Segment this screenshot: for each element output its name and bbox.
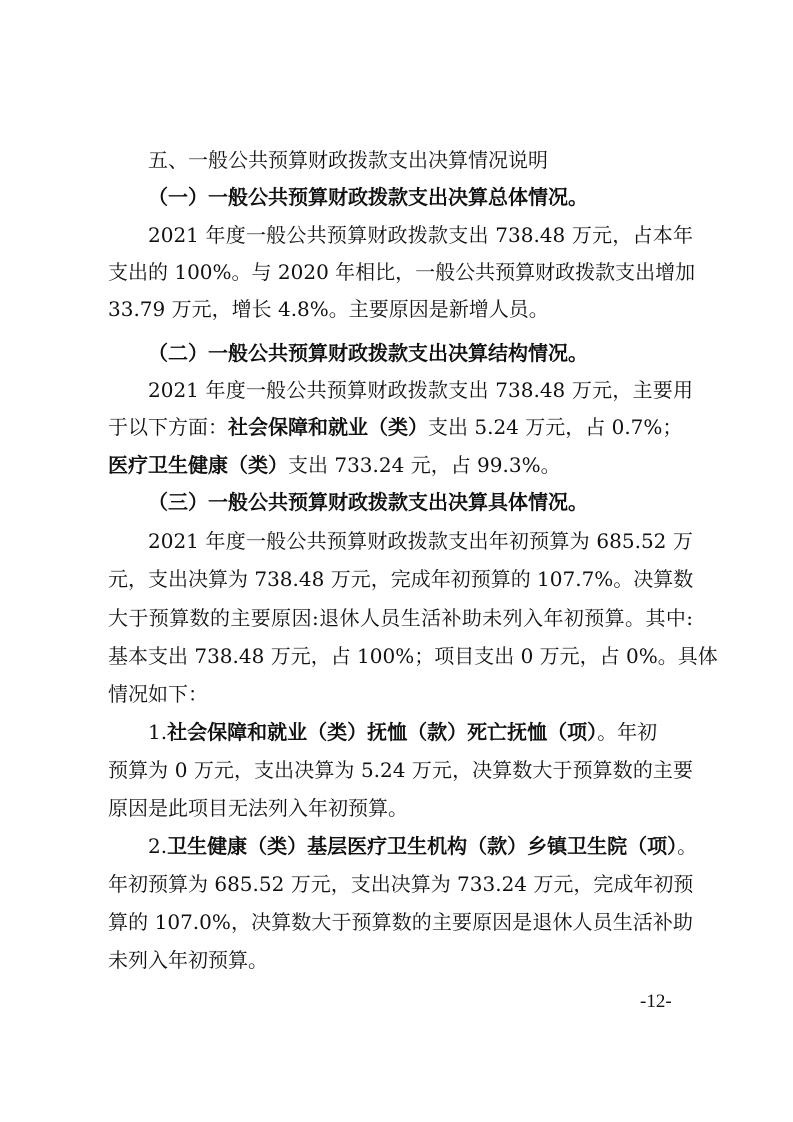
sub2-heading: （二）一般公共预算财政拨款支出决算结构情况。 <box>148 341 588 365</box>
item2-title-line <box>148 833 698 859</box>
item2-number: 2. <box>148 834 168 858</box>
sub1-line-3: 33.79 万元，增长 4.8%。主要原因是新增人员。 <box>108 297 549 321</box>
sub1-line-1: 2021 年度一般公共预算财政拨款支出 738.48 万元，占本年 <box>148 223 693 247</box>
sub2-line-3 <box>108 452 693 478</box>
item1-line-2: 原因是此项目无法列入年初预算。 <box>108 796 408 820</box>
item2-title: 卫生健康（类）基层医疗卫生机构（款）乡镇卫生院（项） <box>167 834 678 858</box>
section-title: 五、一般公共预算财政拨款支出决算情况说明 <box>148 148 548 172</box>
sub3-line-4: 基本支出 738.48 万元，占 100%；项目支出 0 万元，占 0%。具体 <box>108 644 718 668</box>
sub2-category-health: 医疗卫生健康（类） <box>108 453 288 477</box>
sub2-category-social: 社会保障和就业（类） <box>228 415 428 439</box>
sub3-line-3: 大于预算数的主要原因:退休人员生活补助未列入年初预算。其中: <box>108 606 693 630</box>
sub1-heading: （一）一般公共预算财政拨款支出决算总体情况。 <box>148 185 588 209</box>
sub2-line-2-prefix: 于以下方面： <box>108 415 228 439</box>
item1-title: 社会保障和就业（类）抚恤（款）死亡抚恤（项） <box>167 720 598 744</box>
item1-line-1: 预算为 0 万元，支出决算为 5.24 万元，决算数大于预算数的主要 <box>108 758 693 782</box>
sub3-line-1: 2021 年度一般公共预算财政拨款支出年初预算为 685.52 万 <box>148 529 693 553</box>
page-number: -12- <box>640 991 672 1012</box>
item1-number: 1. <box>148 720 168 744</box>
sub3-line-5: 情况如下： <box>108 682 208 706</box>
item1-title-after: 。年初 <box>597 720 658 744</box>
item2-line-1: 年初预算为 685.52 万元，支出决算为 733.24 万元，完成年初预 <box>108 872 694 896</box>
sub2-line-2-rest: 支出 5.24 万元，占 0.7%； <box>428 415 683 439</box>
sub2-line-1: 2021 年度一般公共预算财政拨款支出 738.48 万元，主要用 <box>148 378 693 402</box>
sub3-heading: （三）一般公共预算财政拨款支出决算具体情况。 <box>148 490 588 514</box>
item2-line-3: 未列入年初预算。 <box>108 948 268 972</box>
sub3-line-2: 元，支出决算为 738.48 万元，完成年初预算的 107.7%。决算数 <box>108 567 694 591</box>
item2-title-after: 。 <box>677 834 698 858</box>
sub2-line-3-rest: 支出 733.24 元，占 99.3%。 <box>288 453 561 477</box>
sub2-line-2 <box>108 414 693 440</box>
sub1-line-2: 支出的 100%。与 2020 年相比，一般公共预算财政拨款支出增加 <box>108 260 696 284</box>
item2-line-2: 算的 107.0%，决算数大于预算数的主要原因是退休人员生活补助 <box>108 910 693 934</box>
item1-title-line <box>148 719 693 745</box>
